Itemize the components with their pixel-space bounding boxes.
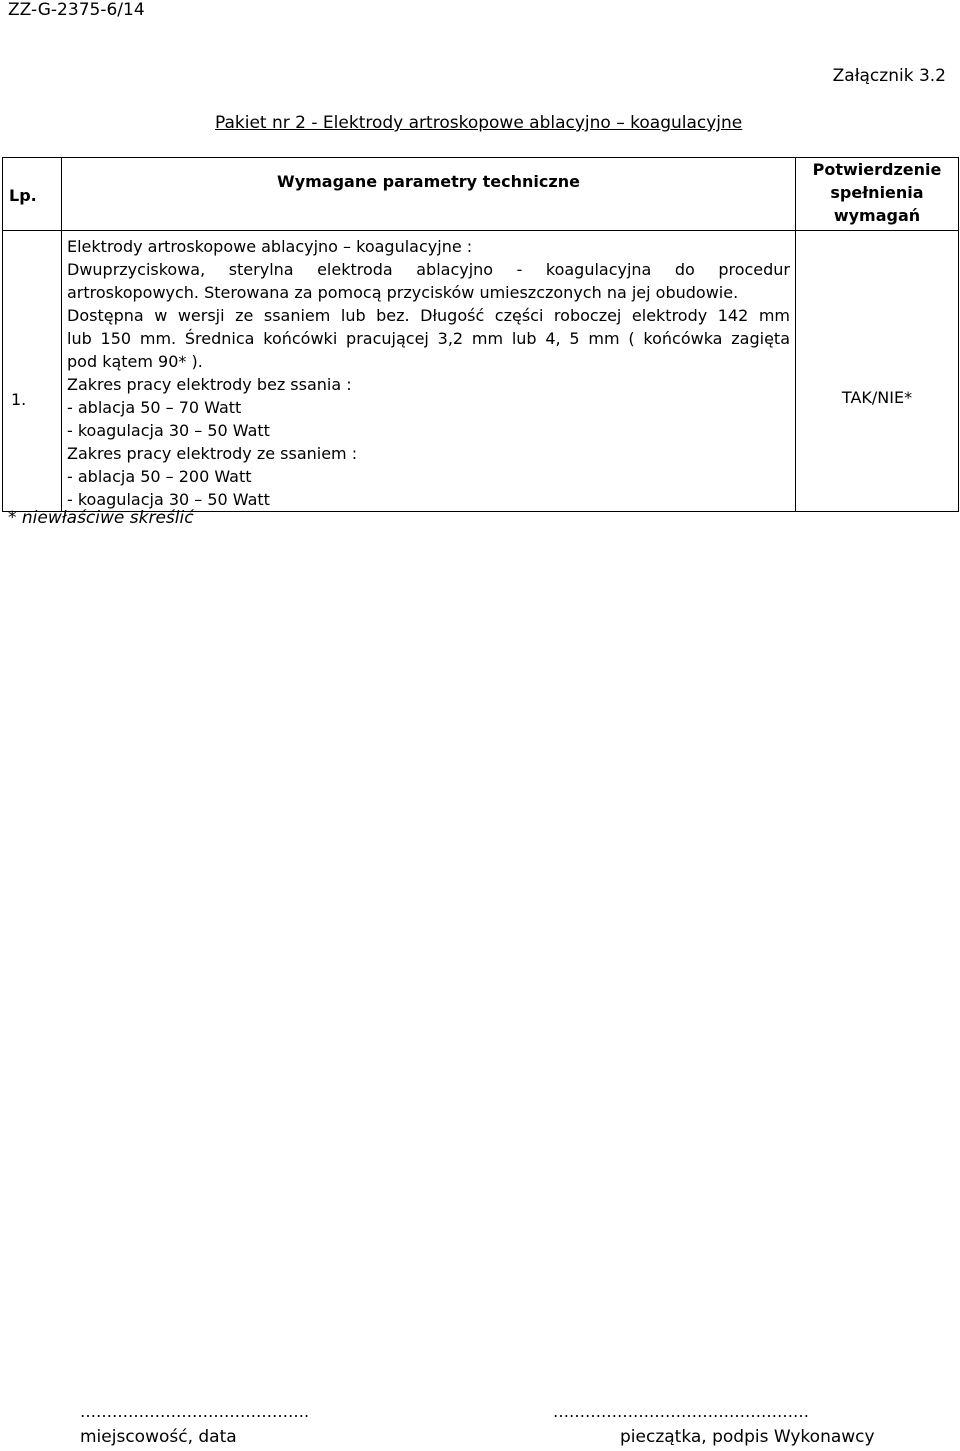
header-lp: Lp. [3, 158, 62, 231]
requirement-line: Dwuprzyciskowa, sterylna elektroda ablacyjno - koagulacyjna do procedur [67, 260, 790, 279]
requirement-line: - koagulacja 30 – 50 Watt [67, 421, 270, 440]
table-header-row [3, 158, 959, 231]
header-confirmation-line: wymagań [833, 206, 921, 225]
row-number-cell [3, 231, 62, 512]
stamp-signature-label: pieczątka, podpis Wykonawcy [620, 1427, 875, 1447]
header-confirmation [796, 158, 959, 231]
place-date-label: miejscowość, data [80, 1427, 237, 1447]
footnote: * niewłaściwe skreślić [8, 508, 194, 528]
requirement-line: artroskopowych. Sterowana za pomocą przycisków umieszczonych na jej obudowie. [67, 283, 739, 302]
requirement-line: Dostępna w wersji ze ssaniem lub bez. Długość części roboczej elektrody 142 mm [67, 306, 790, 325]
requirement-line: - ablacja 50 – 200 Watt [67, 467, 252, 486]
package-title: Pakiet nr 2 - Elektrody artroskopowe ablacyjno – koagulacyjne [215, 113, 743, 133]
header-confirmation-line: Potwierdzenie [812, 160, 942, 179]
confirmation-cell[interactable] [796, 231, 959, 512]
requirements-cell [62, 231, 796, 512]
requirement-line: lub 150 mm. Średnica końcówki pracującej 3,2 mm lub 4, 5 mm ( końcówka zagięta [67, 329, 790, 348]
document-id: ZZ-G-2375-6/14 [8, 0, 145, 20]
row-number: 1. [11, 389, 27, 409]
requirement-line: Zakres pracy elektrody ze ssaniem : [67, 444, 358, 463]
header-requirements: Wymagane parametry techniczne [62, 158, 796, 231]
requirement-line: - koagulacja 30 – 50 Watt [67, 490, 270, 509]
table-row [3, 231, 959, 512]
requirement-line: pod kątem 90* ). [67, 352, 203, 371]
requirement-line: Elektrody artroskopowe ablacyjno – koagulacyjne : [67, 237, 473, 256]
requirement-line: - ablacja 50 – 70 Watt [67, 398, 242, 417]
place-date-dotted-line: ……………………………………. [80, 1402, 310, 1421]
annex-label: Załącznik 3.2 [832, 66, 946, 86]
confirmation-value: TAK/NIE* [841, 387, 913, 407]
signature-dotted-line: ………………………………………… [553, 1402, 809, 1421]
requirement-line: Zakres pracy elektrody bez ssania : [67, 375, 352, 394]
header-confirmation-line: spełnienia [830, 183, 924, 202]
requirements-table [2, 157, 959, 512]
